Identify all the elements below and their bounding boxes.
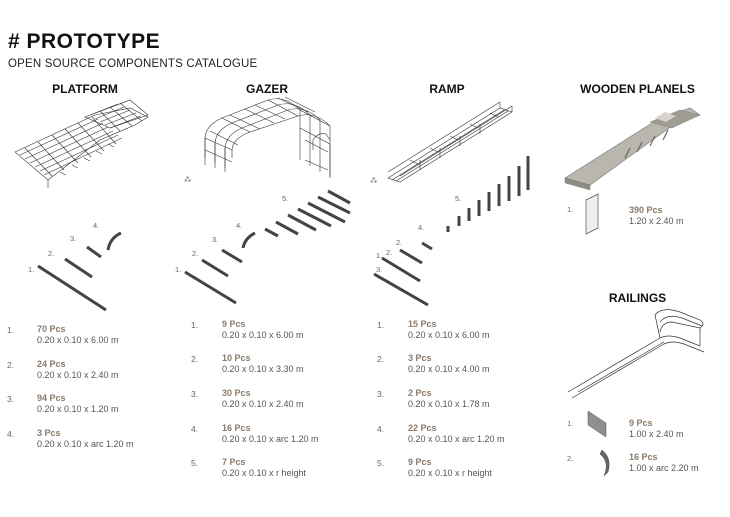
wooden-panels-heading: WOODEN PLANELS (580, 82, 695, 96)
item-dimensions: 0.20 x 0.10 x arc 1.20 m (37, 439, 134, 449)
item-quantity: 3 Pcs (37, 428, 61, 438)
item-quantity: 3 Pcs (408, 353, 432, 363)
ramp-part-label-3: 2. (396, 238, 403, 247)
item-quantity: 16 Pcs (629, 452, 658, 462)
item-number: 2. (377, 354, 385, 364)
item-dimensions: 0.20 x 0.10 x 4.00 m (408, 364, 490, 374)
gazer-heading: GAZER (246, 82, 288, 96)
railing-part-label-2: 2. (567, 454, 574, 463)
item-quantity: 16 Pcs (222, 423, 251, 433)
item-number: 5. (377, 458, 385, 468)
item-dimensions: 1.00 x 2.40 m (629, 429, 684, 439)
item-number: 1. (7, 325, 15, 335)
item-dimensions: 0.20 x 0.10 x 1.20 m (37, 404, 119, 414)
item-quantity: 7 Pcs (222, 457, 246, 467)
item-number: 2. (191, 354, 199, 364)
gazer-part-label-3: 3. (212, 235, 219, 244)
item-dimensions: 0.20 x 0.10 x 6.00 m (408, 330, 490, 340)
item-dimensions: 0.20 x 0.10 x arc 1.20 m (408, 434, 505, 444)
item-number: 3. (191, 389, 199, 399)
item-dimensions: 1.20 x 2.40 m (629, 216, 684, 226)
item-quantity: 30 Pcs (222, 388, 251, 398)
item-number: 4. (191, 424, 199, 434)
gazer-part-label-2: 2. (192, 249, 199, 258)
item-number: 5. (191, 458, 199, 468)
item-quantity: 10 Pcs (222, 353, 251, 363)
railing-part-1 (588, 411, 606, 437)
railing-part-label-1: 1. (567, 419, 574, 428)
item-quantity: 94 Pcs (37, 393, 66, 403)
item-quantity: 9 Pcs (629, 418, 653, 428)
item-number: 1. (377, 320, 385, 330)
platform-heading: PLATFORM (52, 82, 118, 96)
item-dimensions: 0.20 x 0.10 x 1.78 m (408, 399, 490, 409)
ramp-heading: RAMP (429, 82, 465, 96)
page-subtitle: OPEN SOURCE COMPONENTS CATALOGUE (8, 58, 258, 70)
gazer-part-label-5: 5. (282, 194, 289, 203)
platform-part-label-2: 2. (48, 249, 55, 258)
item-dimensions: 0.20 x 0.10 x 3.30 m (222, 364, 304, 374)
item-dimensions: 0.20 x 0.10 x r height (408, 468, 493, 478)
gazer-part-label-4: 4. (236, 221, 243, 230)
platform-part-label-1: 1. (28, 265, 35, 274)
railings-structure (568, 310, 704, 398)
gazer-person-mark: ⁂ (184, 175, 192, 184)
item-number: 1. (191, 320, 199, 330)
item-number: 2. (7, 360, 15, 370)
railings-heading: RAILINGS (608, 291, 667, 305)
item-quantity: 24 Pcs (37, 359, 66, 369)
item-number: 3. (377, 389, 385, 399)
ramp-part-label-2: 2. (386, 248, 393, 257)
ramp-part-label-4: 4. (418, 223, 425, 232)
item-number: 4. (7, 429, 15, 439)
ramp-person-mark: ⁂ (370, 176, 378, 185)
item-dimensions: 0.20 x 0.10 x 2.40 m (222, 399, 304, 409)
item-quantity: 22 Pcs (408, 423, 437, 433)
item-quantity: 9 Pcs (408, 457, 432, 467)
item-dimensions: 0.20 x 0.10 x r height (222, 468, 307, 478)
item-number: 4. (377, 424, 385, 434)
item-quantity: 70 Pcs (37, 324, 66, 334)
ramp-part-label-5: 5. (455, 194, 462, 203)
item-dimensions: 0.20 x 0.10 x 2.40 m (37, 370, 119, 380)
ramp-part-label-1b: 3. (376, 265, 383, 274)
item-quantity: 9 Pcs (222, 319, 246, 329)
gazer-part-label-1: 1. (175, 265, 182, 274)
ramp-part-label-1: 1. (376, 251, 383, 260)
platform-part-label-3: 3. (70, 234, 77, 243)
page-title: # PROTOTYPE (8, 30, 161, 53)
item-quantity: 390 Pcs (629, 205, 663, 215)
item-quantity: 2 Pcs (408, 388, 432, 398)
item-dimensions: 0.20 x 0.10 x arc 1.20 m (222, 434, 319, 444)
item-quantity: 15 Pcs (408, 319, 437, 329)
railing-part-2 (600, 450, 609, 476)
wooden-panel-part-label-1: 1. (567, 205, 574, 214)
platform-part-label-4: 4. (93, 221, 100, 230)
item-dimensions: 0.20 x 0.10 x 6.00 m (37, 335, 119, 345)
item-dimensions: 1.00 x arc 2.20 m (629, 463, 699, 473)
item-number: 3. (7, 394, 15, 404)
item-dimensions: 0.20 x 0.10 x 6.00 m (222, 330, 304, 340)
